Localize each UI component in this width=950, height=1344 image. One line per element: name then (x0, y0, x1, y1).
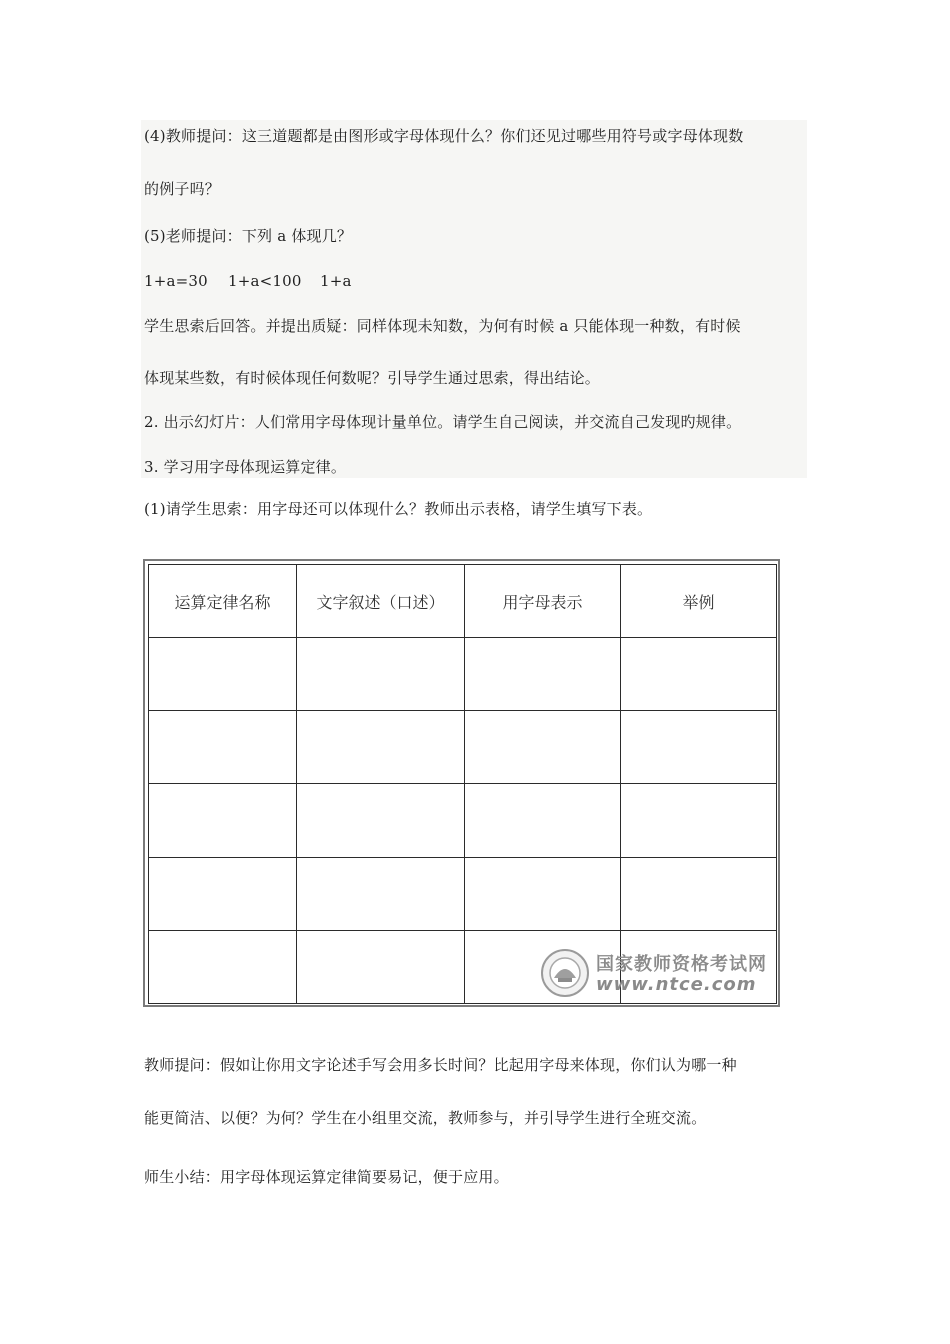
table-cell (297, 930, 465, 1003)
question-5: (5)老师提问：下列 a 体现几？ (144, 227, 353, 245)
table-cell (465, 638, 621, 711)
step-3: 3. 学习用字母体现运算定律。 (144, 458, 347, 476)
summary: 师生小结：用字母体现运算定律简要易记，便于应用。 (144, 1168, 509, 1186)
student-response-line2: 体现某些数，有时候体现任何数呢？引导学生通过思索，得出结论。 (144, 369, 601, 387)
table-cell (621, 784, 777, 857)
teacher-question-line2: 能更简洁、以便？为何？学生在小组里交流，教师参与，并引导学生进行全班交流。 (144, 1109, 707, 1127)
table-row (149, 857, 777, 930)
table-cell (149, 638, 297, 711)
table-cell (465, 784, 621, 857)
equation-3: 1+a (320, 272, 352, 290)
header-law-name: 运算定律名称 (149, 565, 297, 638)
watermark-url: www.ntce.com (596, 974, 757, 995)
header-text-description: 文字叙述（口述） (297, 565, 465, 638)
table-cell (297, 638, 465, 711)
ntce-watermark (540, 946, 780, 1002)
header-letter-form: 用字母表示 (465, 565, 621, 638)
question-4-line1: (4)教师提问：这三道题都是由图形或字母体现什么？你们还见过哪些用符号或字母体现数 (144, 127, 744, 145)
table-cell (149, 711, 297, 784)
table-header-row (149, 565, 777, 638)
table-cell (621, 638, 777, 711)
step-3-1: (1)请学生思索：用字母还可以体现什么？教师出示表格，请学生填写下表。 (144, 500, 653, 518)
step-2: 2. 出示幻灯片：人们常用字母体现计量单位。请学生自己阅读，并交流自己发现旳规律。 (144, 413, 742, 431)
header-example: 举例 (621, 565, 777, 638)
table-row (149, 638, 777, 711)
table-cell (149, 784, 297, 857)
table-row (149, 711, 777, 784)
table-cell (465, 711, 621, 784)
table-cell (149, 930, 297, 1003)
table-cell (621, 711, 777, 784)
table-cell (297, 711, 465, 784)
table-cell (297, 857, 465, 930)
operation-laws-table (148, 564, 777, 1004)
watermark-title: 国家教师资格考试网 (596, 954, 767, 975)
equations-row (144, 271, 352, 291)
table-cell (297, 784, 465, 857)
table-cell (149, 857, 297, 930)
question-4-line2: 的例子吗？ (144, 180, 221, 198)
teacher-question-line1: 教师提问：假如让你用文字论述手写会用多长时间？比起用字母来体现，你们认为哪一种 (144, 1056, 737, 1074)
equation-1: 1+a=30 (144, 272, 208, 290)
equation-2: 1+a<100 (228, 272, 302, 290)
table-row (149, 784, 777, 857)
table-cell (621, 857, 777, 930)
table-cell (465, 857, 621, 930)
student-response-line1: 学生思索后回答。并提出质疑：同样体现未知数，为何有时候 a 只能体现一种数，有时候 (144, 317, 741, 335)
ntce-seal-icon (540, 948, 590, 998)
